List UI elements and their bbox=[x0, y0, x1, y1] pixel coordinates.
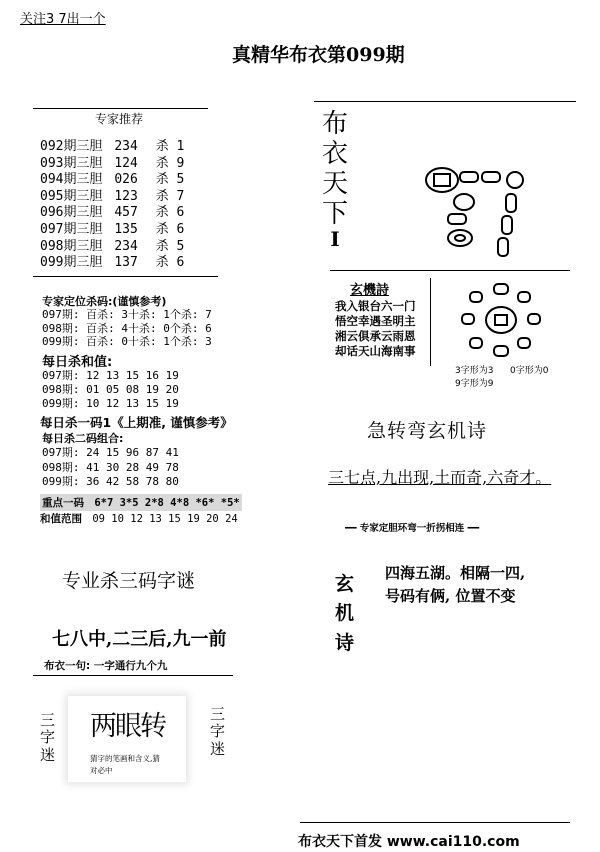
footer-text: 布衣天下首发 www.cai110.com bbox=[298, 834, 520, 850]
table-row: 093期三胆 124 杀 9 bbox=[40, 155, 185, 171]
riddle-card-note2: 对必中 bbox=[90, 766, 113, 775]
daily-sum-heading: 每日杀和值: bbox=[42, 355, 113, 370]
list-item: 099期: 10 12 13 15 19 bbox=[42, 397, 179, 410]
riddle-card bbox=[68, 696, 186, 782]
list-item: 098期: 41 30 28 49 78 bbox=[42, 460, 179, 474]
list-item: 097期: 24 15 96 87 41 bbox=[42, 446, 179, 459]
xuan-char: 机 bbox=[335, 602, 355, 625]
riddle-note: 布衣一句: 一字通行九个九 bbox=[44, 660, 168, 672]
list-item: 098期: 01 05 08 19 20 bbox=[42, 383, 179, 396]
list-item: 099期: 百杀: 0十杀: 1个杀: 3 bbox=[42, 335, 212, 348]
vertical-title-char: 天 bbox=[322, 168, 349, 199]
poem-line: 湘云俱承云雨恩 bbox=[335, 329, 416, 343]
riddle-text-line: 四海五湖。相隔一四, bbox=[385, 564, 526, 582]
shape-note: 9字形为9 bbox=[455, 379, 494, 389]
sum-range-value: 09 10 12 13 15 19 20 24 bbox=[92, 513, 238, 525]
daily-one-heading: 每日杀一码1《上期准, 谨慎参考》 bbox=[40, 415, 233, 430]
daily-two-list bbox=[42, 446, 179, 490]
poem-lines bbox=[335, 299, 416, 359]
vertical-title-char: 衣 bbox=[322, 138, 349, 169]
vertical-title-char: 下 bbox=[322, 198, 349, 229]
riddle-line: 七八中,二三后,九一前 bbox=[52, 629, 227, 650]
banner-dash: ━━ bbox=[345, 523, 357, 534]
daily-two-heading: 每日杀二码组合: bbox=[42, 432, 124, 445]
key-code-label: 重点一码 bbox=[42, 497, 84, 509]
riddle-text-line: 号码有俩, 位置不变 bbox=[385, 587, 516, 605]
follow-note: 关注3 7出一个 bbox=[20, 12, 106, 27]
sum-range-row bbox=[40, 511, 238, 526]
riddle-side-char: 字 bbox=[40, 728, 56, 747]
divider bbox=[33, 675, 233, 676]
table-row: 097期三胆 135 杀 6 bbox=[40, 221, 185, 237]
table-row: 096期三胆 457 杀 6 bbox=[40, 205, 185, 221]
poem2-line: 三七点,九出现,土而奇,六奇才。 bbox=[328, 468, 552, 487]
sum-range-label: 和值范围 bbox=[40, 513, 82, 525]
vertical-title-char: 布 bbox=[322, 109, 349, 139]
divider bbox=[314, 101, 576, 102]
vertical-title-mark: I bbox=[330, 226, 340, 251]
riddle-side-char: 迷 bbox=[40, 745, 56, 764]
position-kill-heading: 专家定位杀码:(谨慎参考) bbox=[42, 295, 167, 308]
list-item: 097期: 12 13 15 16 19 bbox=[42, 369, 179, 382]
poem2-title: 急转弯玄机诗 bbox=[367, 420, 488, 442]
expert-table bbox=[40, 139, 184, 272]
table-row: 095期三胆 123 杀 7 bbox=[40, 188, 185, 204]
table-row: 099期三胆 137 杀 6 bbox=[40, 255, 185, 271]
riddle-side-char: 迷 bbox=[210, 739, 226, 758]
position-kill-list bbox=[42, 308, 212, 349]
xuan-char: 诗 bbox=[335, 631, 355, 654]
riddle-title: 专业杀三码字谜 bbox=[62, 570, 196, 592]
riddle-side-left bbox=[40, 712, 55, 764]
poem-heading: 玄機詩 bbox=[350, 283, 390, 298]
key-code-row bbox=[40, 494, 242, 511]
divider bbox=[33, 276, 218, 277]
poem-line: 悟空幸遇圣明主 bbox=[335, 314, 416, 328]
poem-line: 我入银台六一门 bbox=[335, 299, 416, 313]
coin-chain-icon bbox=[420, 150, 530, 260]
poem-line: 却话天山海南事 bbox=[335, 344, 416, 358]
daily-sum-list bbox=[42, 369, 179, 411]
riddle-lines bbox=[385, 562, 525, 608]
riddle-side-right bbox=[210, 706, 225, 758]
coin-ring-icon bbox=[458, 282, 544, 358]
list-item: 099期: 36 42 58 78 80 bbox=[42, 475, 179, 488]
riddle-card-note1: 猜字的笔画和含义,猜 bbox=[90, 754, 160, 763]
divider bbox=[300, 822, 570, 823]
divider bbox=[330, 270, 570, 271]
page-title: 真精华布衣第099期 bbox=[232, 44, 405, 66]
shape-note: 3字形为3 bbox=[455, 366, 494, 376]
shape-note: 0字形为0 bbox=[510, 366, 549, 376]
list-item: 097期: 百杀: 3十杀: 1个杀: 7 bbox=[42, 308, 212, 321]
divider bbox=[33, 108, 208, 109]
expert-banner-text: 专家定胆环弯一折拐相连 bbox=[359, 523, 465, 534]
expert-heading: 专家推荐 bbox=[95, 112, 144, 126]
expert-banner bbox=[345, 520, 479, 534]
riddle-card-title: 两眼转 bbox=[90, 711, 165, 742]
key-code-value: 6*7 3*5 2*8 4*8 *6* *5* bbox=[94, 497, 240, 509]
vertical-title bbox=[322, 110, 348, 251]
riddle-side-char: 字 bbox=[210, 722, 226, 741]
table-row: 094期三胆 026 杀 5 bbox=[40, 172, 185, 188]
xuan-vertical bbox=[335, 570, 354, 658]
banner-dash: ━━ bbox=[467, 523, 480, 534]
riddle-side-char: 三 bbox=[210, 705, 226, 723]
poem-box-border bbox=[430, 278, 431, 366]
riddle-side-char: 三 bbox=[40, 711, 56, 729]
list-item: 098期: 百杀: 4十杀: 0个杀: 6 bbox=[42, 321, 212, 335]
xuan-char: 玄 bbox=[335, 573, 355, 595]
table-row: 092期三胆 234 杀 1 bbox=[40, 139, 185, 154]
table-row: 098期三胆 234 杀 5 bbox=[40, 238, 185, 254]
